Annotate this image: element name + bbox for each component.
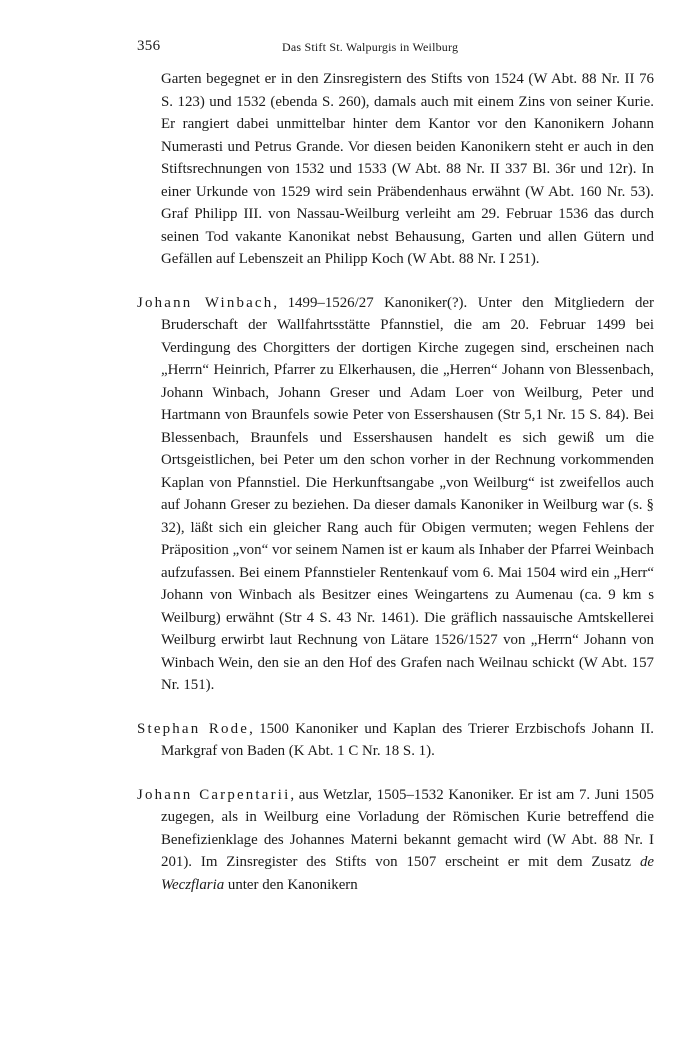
entry-text: , 1500 Kanoniker und Kaplan des Trierer Erzbischofs Johann II. Markgraf von Baden (K Abt. 1 C Nr. 18 S. 1).	[161, 720, 654, 759]
entry-italic-text: de Weczflaria	[161, 854, 654, 893]
entry-johann-carpentarii	[137, 784, 654, 897]
entry-text-end: unter den Kanonikern	[224, 876, 358, 893]
entry-name: Stephan Rode	[137, 720, 250, 737]
entry-name: Johann Winbach	[137, 294, 274, 311]
entry-name: Johann Carpentarii	[137, 786, 291, 803]
entry-stephan-rode	[137, 718, 654, 763]
page-body	[137, 68, 654, 896]
page-header	[137, 38, 654, 58]
running-title: Das Stift St. Walpurgis in Weilburg	[282, 40, 459, 54]
paragraph-continuation	[137, 68, 654, 271]
entry-johann-winbach	[137, 292, 654, 697]
entry-text: , 1499–1526/27 Kanoniker(?). Unter den Mitgliedern der Bruderschaft der Wallfahrtsstätte Pfannstiel, die am 20. Februar 1499 bei Verdingung des Chorgitters der dortigen Kirche zugegen sind, erscheinen nach „Herrn“ Heinrich, Pfarrer zu Elkerhausen, die „Herren“ Johann von Blessenbach, Johann Winbach, Johann Greser und Adam Loer von Weilburg, Peter und Hartmann von Braunfels sowie Peter von Essershausen (Str 5,1 Nr. 15 S. 84). Bei Blessenbach, Braunfels und Essershausen handelt es sich gewiß um die Ortsgeistlichen, bei Peter um den schon vorher in der Rechnung vorkommenden Kaplan von Pfannstiel. Die Herkunftsangabe „von Weilburg“ ist zweifellos auch auf Johann Greser zu beziehen. Da dieser damals Kanoniker in Weilburg war (s. § 32), läßt sich ein gleicher Rang auch für Obigen vermuten; wegen Fehlens der Präposition „von“ vor seinem Namen ist er kaum als Inhaber der Pfarrei Weinbach aufzufassen. Bei einem Pfannstieler Rentenkauf vom 6. Mai 1504 wird ein „Herr“ Johann von Winbach als Besitzer eines Weingartens zu Aumenau (ca. 9 km s Weilburg) erwähnt (Str 4 S. 43 Nr. 1461). Die gräflich nassauische Amtskellerei Weilburg erwirbt laut Rechnung von Lätare 1526/1527 von „Herrn“ Johann von Winbach Wein, den sie an den Hof des Grafen nach Weilnau schickt (W Abt. 157 Nr. 151).	[161, 294, 654, 693]
page-number: 356	[137, 38, 161, 54]
entry-text: , aus Wetzlar, 1505–1532 Kanoniker. Er ist am 7. Juni 1505 zugegen, als in Weilburg eine Vorladung der Römischen Kurie betreffend die Benefizienklage des Johannes Materni bekannt gemacht wird (W Abt. 88 Nr. I 201). Im Zinsregister des Stifts von 1507 erscheint er mit dem Zusatz	[161, 786, 654, 870]
paragraph-text: Garten begegnet er in den Zinsregistern des Stifts von 1524 (W Abt. 88 Nr. II 76 S. 123) und 1532 (ebenda S. 260), damals auch mit einem Zins von seiner Kurie. Er rangiert dabei unmittelbar hinter dem Kantor vor den Kanonikern Johann Numerasti und Petrus Grande. Vor diesen beiden Kanonikern steht er auch in den Stiftsrechnungen von 1532 und 1533 (W Abt. 88 Nr. II 337 Bl. 36r und 12r). In einer Urkunde von 1529 wird sein Präbendenhaus erwähnt (W Abt. 160 Nr. 53). Graf Philipp III. von Nassau-Weilburg verleiht am 29. Februar 1536 das durch seinen Tod vakante Kanonikat nebst Behausung, Garten und allen Gütern und Gefällen auf Lebenszeit an Philipp Koch (W Abt. 88 Nr. I 251).	[161, 71, 654, 267]
